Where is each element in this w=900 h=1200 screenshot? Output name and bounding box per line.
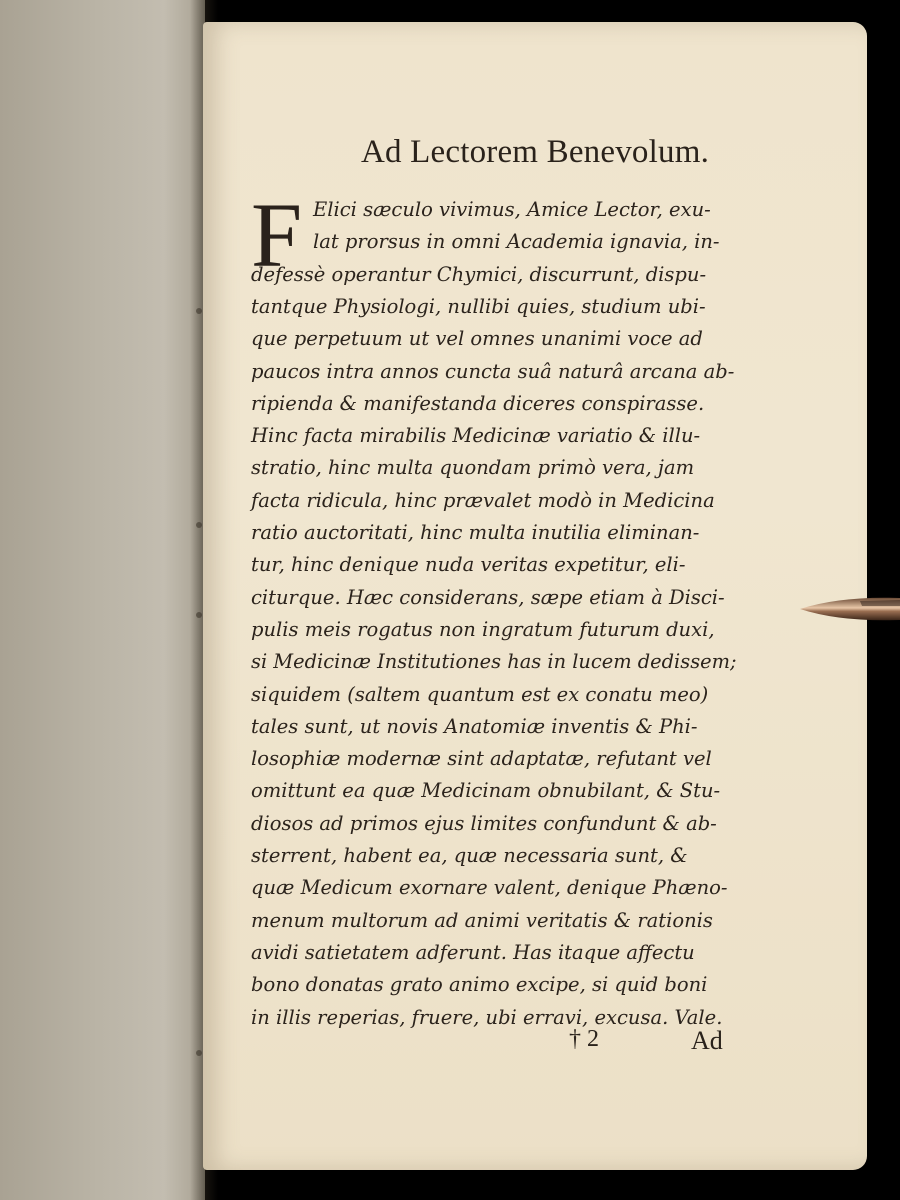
text-line: omittunt ea quæ Medicinam obnubilant, & Stu- xyxy=(251,779,721,803)
text-line: bono donatas grato animo excipe, si quid boni xyxy=(251,973,708,997)
text-line: diosos ad primos ejus limites confundunt & ab- xyxy=(251,811,717,835)
text-line: quæ Medicum exornare valent, denique Phæno- xyxy=(251,876,728,900)
text-line: facta ridicula, hinc prævalet modò in Medicina xyxy=(251,488,715,512)
text-line: tur, hinc denique nuda veritas expetitur, eli- xyxy=(251,553,686,577)
text-line: losophiæ modernæ sint adaptatæ, refutant vel xyxy=(251,747,712,771)
text-line: avidi satietatem adferunt. Has itaque affectu xyxy=(251,940,695,964)
text-line: stratio, hinc multa quondam primò vera, jam xyxy=(251,456,695,480)
text-line: lat prorsus in omni Academia ignavia, in- xyxy=(313,230,720,254)
text-line: Elici sæculo vivimus, Amice Lector, exu- xyxy=(313,198,711,221)
text-line: sterrent, habent ea, quæ necessaria sunt, & xyxy=(251,844,688,867)
text-line: tales sunt, ut novis Anatomiæ inventis & Phi- xyxy=(251,714,698,738)
page-heading: Ad Lectorem Benevolum. xyxy=(360,134,710,170)
text-line: citurque. Hæc considerans, sæpe etiam à Disci- xyxy=(251,585,725,609)
text-line: ripienda & manifestanda diceres conspirasse. xyxy=(251,391,705,415)
text-line: Hinc facta mirabilis Medicinæ variatio & illu- xyxy=(251,424,701,448)
text-line: in illis reperias, fruere, ubi erravi, excusa. Vale. xyxy=(251,1005,723,1029)
text-line: siquidem (saltem quantum est ex conatu meo) xyxy=(251,682,709,706)
text-line: pulis meis rogatus non ingratum futurum duxi, xyxy=(251,617,715,641)
text-line: paucos intra annos cuncta suâ naturâ arcana ab- xyxy=(251,359,735,383)
bookmark-pointer xyxy=(800,594,900,624)
text-line: que perpetuum ut vel omnes unanimi voce ad xyxy=(251,327,703,351)
text-line: si Medicinæ Institutiones has in lucem dedissem; xyxy=(251,650,737,674)
facing-page xyxy=(0,0,205,1200)
book-page xyxy=(203,22,867,1170)
drop-cap: F xyxy=(251,184,303,286)
text-line: menum multorum ad animi veritatis & rationis xyxy=(251,908,713,932)
text-line: tantque Physiologi, nullibi quies, studium ubi- xyxy=(251,294,706,318)
text-line: ratio auctoritati, hinc multa inutilia eliminan- xyxy=(251,521,700,544)
signature-mark: † 2 xyxy=(569,1026,599,1052)
text-line: defessè operantur Chymici, discurrunt, dispu- xyxy=(251,262,707,286)
catchword: Ad xyxy=(691,1026,723,1055)
